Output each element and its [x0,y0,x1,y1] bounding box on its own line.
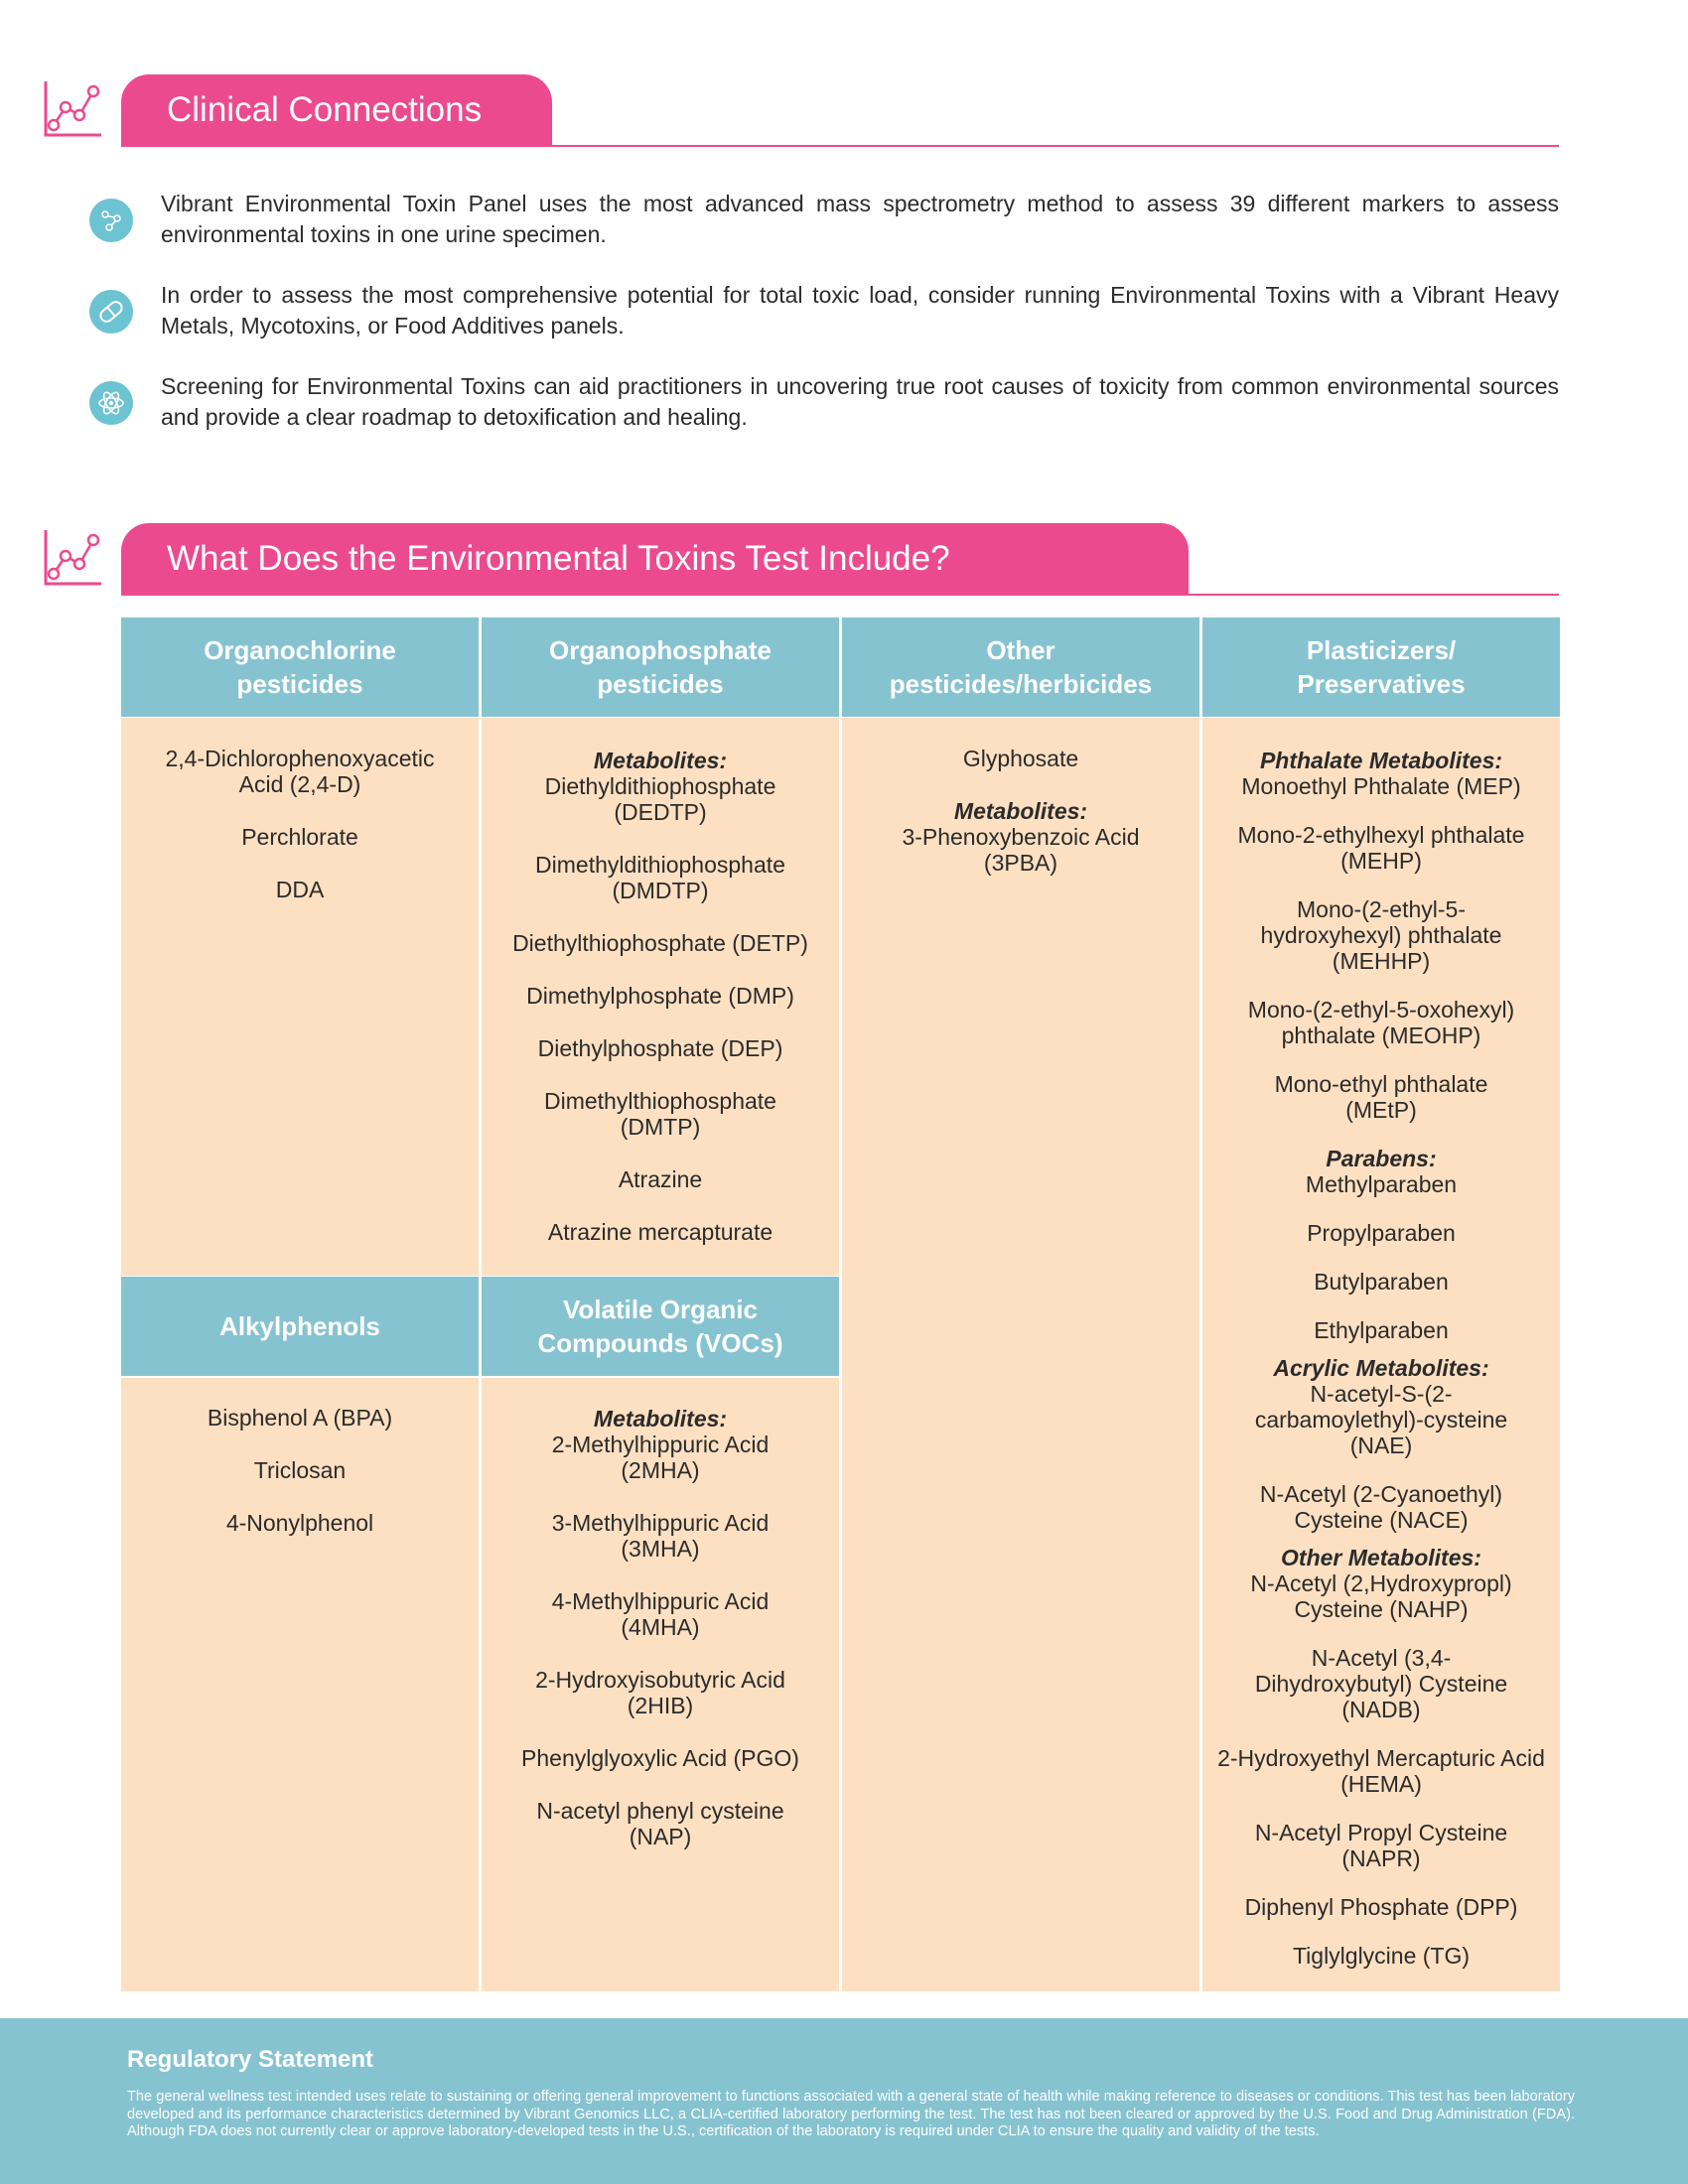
group-label: Metabolites: [593,748,728,773]
line-chart-icon [42,526,103,588]
list-item: Tiglylglycine (TG) [1292,1943,1471,1969]
list-item: Mono-2-ethylhexyl phthalate (MEHP) [1237,822,1525,874]
clinical-paragraph-3: Screening for Environmental Toxins can aid practitioners in uncovering true root causes of toxicity from common environmental sources and provide a clear roadmap to detoxification and healing. [161,373,1559,430]
list-item: Bisphenol A (BPA) [207,1405,393,1431]
list-item: Mono-ethyl phthalate (MEtP) [1274,1071,1488,1123]
capsule-icon [89,290,133,334]
regulatory-text: The general wellness test intended uses relate to sustaining or offering general improvement to functions associated with a general state of health while making reference to diseases or conditions. This test has been laboratory developed and its performance characteristics determined by Vibrant Genomics LLC, a CLIA-certified laboratory performing the test. The test has not been cleared or approved by the U.S. Food and Drug Administration (FDA). Although FDA does not currently clear or approve laboratory-developed tests in the U.S., certification of the laboratory is required under CLIA to ensure the quality and validity of the tests. [127,2089,1575,2139]
group-label: Other Metabolites: [1281,1545,1481,1570]
organophosphate-list [492,748,829,1272]
header-alkylphenols [121,1277,479,1376]
list-item: Glyphosate [962,746,1079,771]
list-item: N-Acetyl (2-Cyanoethyl) Cysteine (NACE) [1259,1481,1503,1533]
header-vocs [482,1277,839,1376]
divider [121,594,1559,596]
molecule-icon [89,199,133,242]
list-item: Triclosan [253,1457,347,1483]
group-label: Metabolites: [953,798,1088,824]
list-item: Dimethyldithiophosphate (DMDTP) [535,852,785,903]
group-label: Metabolites: [593,1406,728,1432]
line-chart-icon [42,77,103,139]
header-other-pesticides-text: Other pesticides/herbicides [889,635,1153,699]
section-title-clinical [121,74,552,146]
list-item: 3-Phenoxybenzoic Acid (3PBA) [902,824,1140,876]
list-item: Propylparaben [1307,1220,1456,1246]
header-organophosphate-text: Organophosphate pesticides [549,635,772,699]
list-item: Diphenyl Phosphate (DPP) [1244,1894,1518,1920]
header-plasticizers-text: Plasticizers/ Preservatives [1297,635,1466,699]
list-item: Mono-(2-ethyl-5-oxohexyl) phthalate (MEOHP) [1247,997,1515,1048]
group-label: Parabens: [1326,1146,1437,1171]
vocs-list [496,1406,824,1876]
group-label: Acrylic Metabolites: [1273,1355,1489,1381]
clinical-paragraph-2: In order to assess the most comprehensive potential for total toxic load, consider running Environmental Toxins with a Vibrant Heavy Metals, Mycotoxins, or Food Additives panels. [161,282,1559,339]
header-other-pesticides [842,617,1199,717]
list-item: Mono-(2-ethyl-5-hydroxyhexyl) phthalate (MEHHP) [1260,896,1502,974]
list-item: 3-Methylhippuric Acid (3MHA) [551,1510,770,1562]
header-plasticizers [1202,617,1560,717]
list-item: Ethylparaben [1314,1317,1449,1343]
header-organochlorine-text: Organochlorine pesticides [204,635,396,699]
list-item: 4-Nonylphenol [225,1510,374,1536]
list-item: Phenylglyoxylic Acid (PGO) [521,1745,799,1771]
list-item: N-acetyl phenyl cysteine (NAP) [536,1798,784,1849]
plasticizers-list [1217,748,1545,1991]
list-item: Butylparaben [1314,1269,1449,1295]
list-item: Monoethyl Phthalate (MEP) [1241,773,1521,799]
list-item: Dimethylthiophosphate (DMTP) [544,1088,776,1140]
list-item: N-Acetyl (3,4-Dihydroxybutyl) Cysteine (NADB) [1254,1645,1508,1722]
group-label: Phthalate Metabolites: [1259,748,1503,773]
other-pesticides-list [857,746,1185,902]
header-organochlorine [121,617,479,717]
list-item: N-Acetyl Propyl Cysteine (NAPR) [1254,1820,1508,1871]
section-title-test-include [121,523,1189,595]
list-item: Diethylthiophosphate (DETP) [512,930,808,956]
clinical-title-text: Clinical Connections [167,90,483,129]
list-item: Diethyldithiophosphate (DEDTP) [544,773,776,825]
list-item: N-acetyl-S-(2-carbamoylethyl)-cysteine (NAE) [1254,1381,1508,1458]
list-item: 2-Methylhippuric Acid (2MHA) [551,1432,770,1483]
other-pesticides-cell [842,718,1199,1991]
regulatory-title: Regulatory Statement [127,2046,374,2073]
list-item: Atrazine mercapturate [547,1219,774,1245]
list-item: Perchlorate [241,824,358,850]
list-item: 4-Methylhippuric Acid (4MHA) [551,1588,770,1640]
list-item: Diethylphosphate (DEP) [537,1035,783,1061]
list-item: N-Acetyl (2,Hydroxypropl) Cysteine (NAHP) [1250,1570,1512,1622]
list-item: DDA [275,877,325,902]
header-alkylphenols-text: Alkylphenols [219,1311,380,1341]
list-item: Methylparaben [1305,1171,1458,1197]
list-item: Atrazine [618,1166,703,1192]
list-item: 2-Hydroxyethyl Mercapturic Acid (HEMA) [1217,1745,1545,1797]
list-item: 2,4-Dichlorophenoxyacetic Acid (2,4-D) [165,746,435,797]
test-include-title-text: What Does the Environmental Toxins Test Include? [167,539,950,578]
header-vocs-text: Volatile Organic Compounds (VOCs) [537,1295,783,1358]
organochlorine-list [136,746,464,929]
list-item: 2-Hydroxyisobutyric Acid (2HIB) [535,1667,785,1718]
atom-icon [89,381,133,425]
divider [121,145,1559,147]
clinical-paragraph-1: Vibrant Environmental Toxin Panel uses the most advanced mass spectrometry method to assess 39 different markers to assess environmental toxins in one urine specimen. [161,191,1559,247]
alkylphenols-list [136,1405,464,1563]
list-item: Dimethylphosphate (DMP) [526,983,794,1009]
header-organophosphate [482,617,839,717]
